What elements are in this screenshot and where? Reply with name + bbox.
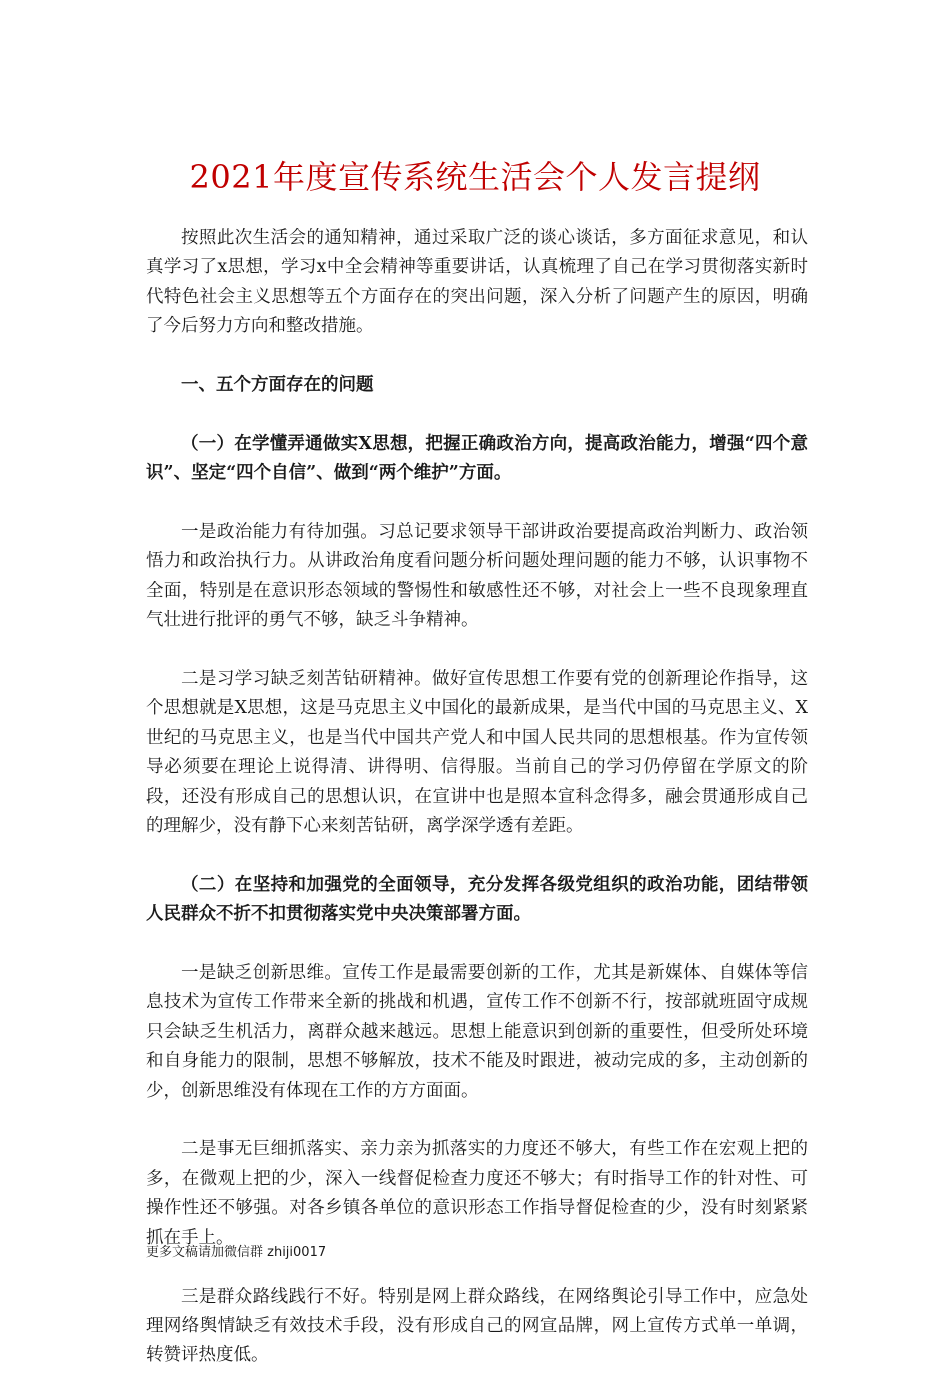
subsection-heading-1: （一）在学懂弄通做实X思想，把握正确政治方向，提高政治能力，增强“四个意识”、坚定“四个自信”、做到“两个维护”方面。 (146, 433, 808, 484)
intro-paragraph: 按照此次生活会的通知精神，通过采取广泛的谈心谈话，多方面征求意见，和认真学习了x思想，学习x中全会精神等重要讲话，认真梳理了自己在学习贯彻落实新时代特色社会主义思想等五个方面存在的突出问题，深入分析了问题产生的原因，明确了今后努力方向和整改措施。 (146, 228, 808, 337)
body-paragraph: 一是缺乏创新思维。宣传工作是最需要创新的工作，尤其是新媒体、自媒体等信息技术为宣传工作带来全新的挑战和机遇，宣传工作不创新不行，按部就班固守成规只会缺乏生机活力，离群众越来越远。思想上能意识到创新的重要性，但受所处环境和自身能力的限制，思想不够解放，技术不能及时跟进，被动完成的多，主动创新的少，创新思维没有体现在工作的方方面面。 (146, 963, 808, 1101)
subsection-heading-2: （二）在坚持和加强党的全面领导，充分发挥各级党组织的政治功能，团结带领人民群众不折不扣贯彻落实党中央决策部署方面。 (146, 874, 808, 925)
footer-note: 更多文稿请加微信群 zhiji0017 (146, 1245, 327, 1260)
body-paragraph: 三是群众路线践行不好。特别是网上群众路线，在网络舆论引导工作中，应急处理网络舆情缺乏有效技术手段，没有形成自己的网宣品牌，网上宣传方式单一单调，转赞评热度低。 (146, 1286, 808, 1366)
document-body (146, 224, 808, 1400)
body-paragraph: 二是事无巨细抓落实、亲力亲为抓落实的力度还不够大，有些工作在宏观上把的多，在微观上把的少，深入一线督促检查力度还不够大；有时指导工作的针对性、可操作性还不够强。对各乡镇各单位的意识形态工作指导督促检查的少，没有时刻紧紧抓在手上。 (146, 1139, 808, 1248)
body-paragraph: 二是习学习缺乏刻苦钻研精神。做好宣传思想工作要有党的创新理论作指导，这个思想就是X思想，这是马克思主义中国化的最新成果，是当代中国的马克思主义、X世纪的马克思主义，也是当代中国共产党人和中国人民共同的思想根基。作为宣传领导必须要在理论上说得清、讲得明、信得服。当前自己的学习仍停留在学原文的阶段，还没有形成自己的思想认识，在宣讲中也是照本宣科念得多，融会贯通形成自己的理解少，没有静下心来刻苦钻研，离学深学透有差距。 (146, 669, 808, 837)
section-heading-problems: 一、五个方面存在的问题 (181, 375, 374, 396)
document-title: 2021年度宣传系统生活会个人发言提纲 (189, 158, 761, 196)
body-paragraph: 一是政治能力有待加强。习总记要求领导干部讲政治要提高政治判断力、政治领悟力和政治执行力。从讲政治角度看问题分析问题处理问题的能力不够，认识事物不全面，特别是在意识形态领域的警惕性和敏感性还不够，对社会上一些不良现象理直气壮进行批评的勇气不够，缺乏斗争精神。 (146, 522, 808, 631)
